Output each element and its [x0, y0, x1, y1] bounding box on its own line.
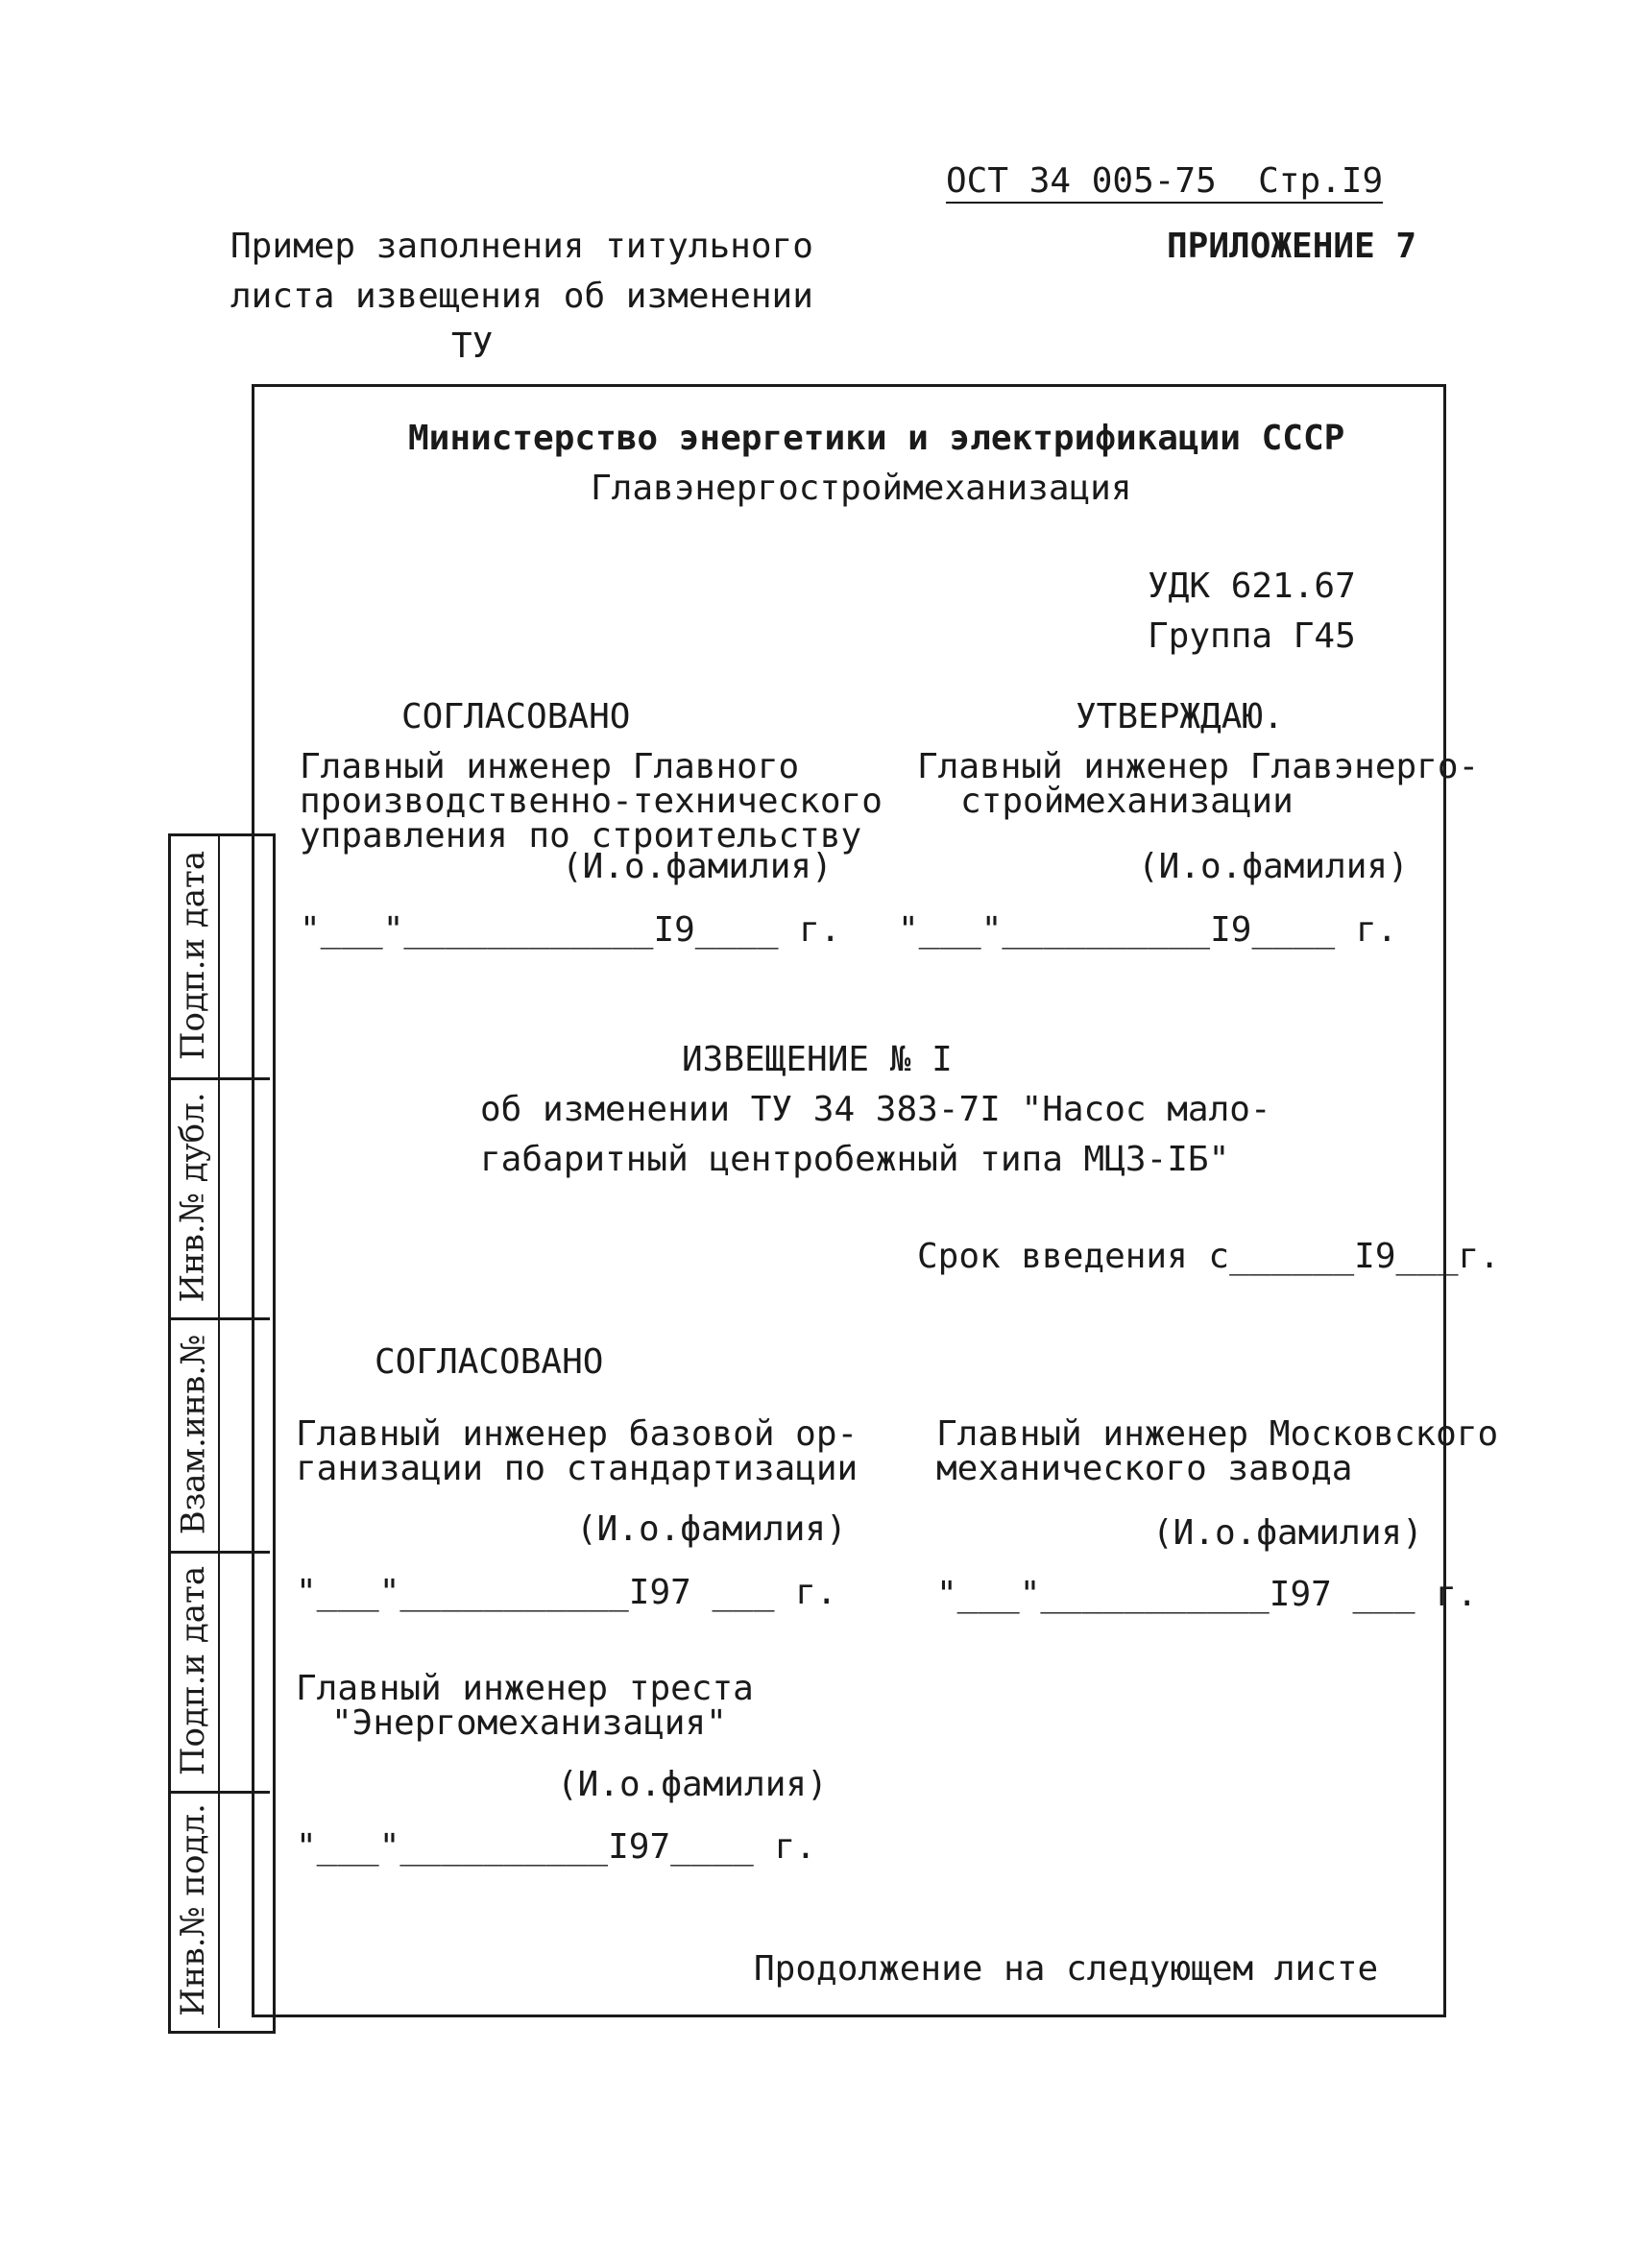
caption-line-2: листа извещения об изменении	[230, 277, 813, 316]
agreed-date-line: "___"____________I9____ г.	[300, 910, 841, 950]
group-code: Группа Г45	[1148, 616, 1356, 656]
approved-line-1: Главный инженер Главэнерго-	[917, 747, 1480, 786]
agreed-title-top: СОГЛАСОВАНО	[401, 697, 631, 736]
base-org-line-1: Главный инженер базовой ор-	[296, 1414, 859, 1454]
trust-date-line: "___"__________I97____ г.	[296, 1827, 816, 1867]
stamp-label-sign-date: Подп.и дата	[174, 850, 212, 1061]
agreed-name-placeholder: (И.о.фамилия)	[562, 847, 833, 886]
document-code: ОСТ 34 005-75 Стр.I9	[946, 163, 1383, 204]
approved-date-line: "___"__________I9____ г.	[898, 910, 1398, 950]
continuation-note: Продолжение на следующем листе	[754, 1949, 1379, 1989]
agreed-line-1: Главный инженер Главного	[300, 747, 800, 786]
plant-line-2: механического завода	[936, 1449, 1353, 1488]
stamp-inner-line	[218, 833, 220, 2028]
base-org-line-2: ганизации по стандартизации	[296, 1449, 859, 1488]
notice-title: ИЗВЕЩЕНИЕ № I	[682, 1040, 953, 1079]
stamp-label-original: Инв.№ подл.	[174, 1802, 212, 2016]
agreed-title-bottom: СОГЛАСОВАНО	[375, 1342, 604, 1382]
effective-date-line: Срок введения с______I9___г.	[917, 1237, 1500, 1276]
agreed-line-3: управления по строительству	[300, 816, 862, 856]
base-org-name-placeholder: (И.о.фамилия)	[576, 1509, 847, 1549]
caption-line-3: ТУ	[451, 326, 494, 366]
approved-line-2: строймеханизации	[960, 782, 1294, 821]
plant-name-placeholder: (И.о.фамилия)	[1152, 1513, 1423, 1553]
approved-name-placeholder: (И.о.фамилия)	[1138, 847, 1409, 886]
stamp-label-duplicate: Инв.№ дубл.	[174, 1092, 212, 1303]
caption-line-1: Пример заполнения титульного	[230, 227, 813, 266]
notice-line-2: габаритный центробежный типа МЦЗ-IБ"	[480, 1140, 1230, 1179]
notice-line-1: об изменении ТУ 34 383-7I "Насос мало-	[480, 1090, 1271, 1129]
trust-name-placeholder: (И.о.фамилия)	[557, 1765, 828, 1804]
agreed-line-2: производственно-технического	[300, 782, 883, 821]
trust-line-1: Главный инженер треста	[296, 1669, 754, 1708]
approved-title: УТВЕРЖДАЮ.	[1076, 697, 1284, 736]
stamp-label-sign-date-2: Подп.и дата	[174, 1565, 212, 1776]
department-name: Главэнергостроймеханизация	[591, 469, 1132, 508]
trust-line-2: "Энергомеханизация"	[331, 1703, 727, 1743]
udk-code: УДК 621.67	[1148, 567, 1356, 606]
plant-date-line: "___"___________I97 ___ г.	[936, 1575, 1478, 1614]
base-org-date-line: "___"___________I97 ___ г.	[296, 1573, 837, 1612]
appendix-label: ПРИЛОЖЕНИЕ 7	[1167, 227, 1417, 266]
stamp-label-replacement: Взам.инв.№	[174, 1334, 212, 1534]
ministry-name: Министерство энергетики и электрификации СССР	[408, 419, 1345, 458]
plant-line-1: Главный инженер Московского	[936, 1414, 1499, 1454]
